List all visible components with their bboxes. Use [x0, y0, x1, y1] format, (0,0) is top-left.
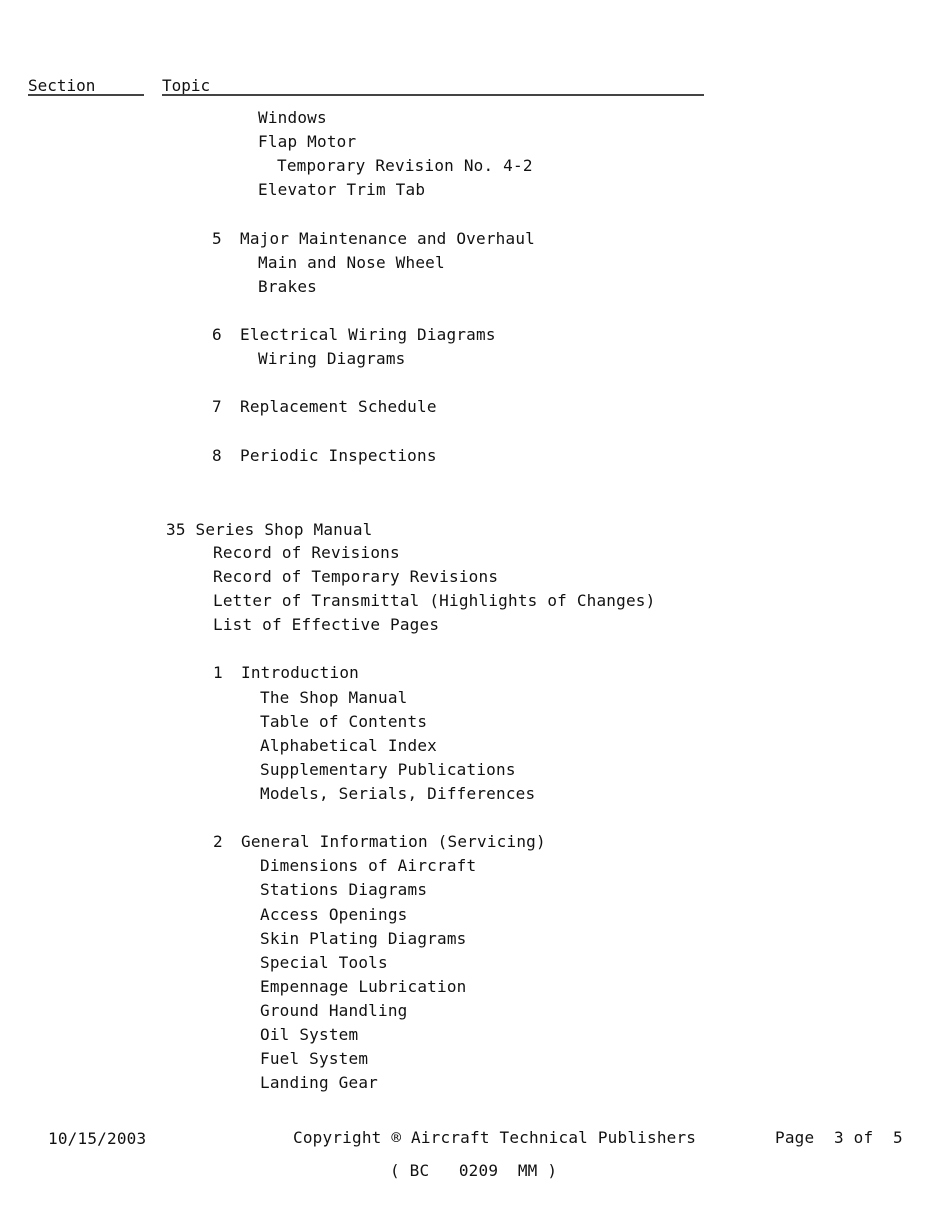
chapter-title: Replacement Schedule	[240, 397, 437, 416]
section-column-header: Section	[28, 76, 96, 95]
topic-item: Supplementary Publications	[260, 760, 516, 779]
topic-item: Alphabetical Index	[260, 736, 437, 755]
topic-item: Table of Contents	[260, 712, 428, 731]
chapter-number: 7	[212, 397, 222, 416]
chapter-title: Electrical Wiring Diagrams	[240, 325, 496, 344]
chapter-title: Periodic Inspections	[240, 446, 437, 465]
topic-item: Special Tools	[260, 953, 388, 972]
topic-item: Models, Serials, Differences	[260, 784, 536, 803]
topic-elevator-trim-tab: Elevator Trim Tab	[258, 180, 426, 199]
topic-item: Fuel System	[260, 1049, 369, 1068]
chapter-number: 5	[212, 229, 222, 248]
topic-temporary-revision: Temporary Revision No. 4-2	[277, 156, 533, 175]
topic-item: Empennage Lubrication	[260, 977, 467, 996]
topic-item: Skin Plating Diagrams	[260, 929, 467, 948]
front-matter-item: Record of Revisions	[213, 543, 400, 562]
front-matter-item: List of Effective Pages	[213, 615, 440, 634]
footer-document-code: ( BC 0209 MM )	[390, 1161, 558, 1180]
front-matter-item: Letter of Transmittal (Highlights of Changes)	[213, 591, 656, 610]
footer-page-number: Page 3 of 5	[775, 1128, 903, 1147]
section-header-rule	[28, 94, 144, 96]
chapter-title: General Information (Servicing)	[241, 832, 546, 851]
topic-column-header: Topic	[162, 76, 211, 95]
chapter-number: 1	[213, 663, 223, 682]
topic-item: Oil System	[260, 1025, 359, 1044]
topic-item: Main and Nose Wheel	[258, 253, 445, 272]
footer-copyright: Copyright ® Aircraft Technical Publishers	[293, 1128, 697, 1147]
topic-item: Stations Diagrams	[260, 880, 428, 899]
chapter-number: 2	[213, 832, 223, 851]
topic-flap-motor: Flap Motor	[258, 132, 357, 151]
chapter-title: Introduction	[241, 663, 359, 682]
topic-item: Brakes	[258, 277, 317, 296]
chapter-number: 6	[212, 325, 222, 344]
footer-date: 10/15/2003	[48, 1129, 147, 1148]
chapter-title: Major Maintenance and Overhaul	[240, 229, 535, 248]
topic-item: Wiring Diagrams	[258, 349, 406, 368]
topic-header-rule	[162, 94, 704, 96]
topic-windows: Windows	[258, 108, 327, 127]
front-matter-item: Record of Temporary Revisions	[213, 567, 499, 586]
topic-item: Access Openings	[260, 905, 408, 924]
topic-item: Ground Handling	[260, 1001, 408, 1020]
topic-item: Landing Gear	[260, 1073, 378, 1092]
topic-item: The Shop Manual	[260, 688, 408, 707]
chapter-number: 8	[212, 446, 222, 465]
manual-title: 35 Series Shop Manual	[166, 520, 373, 539]
topic-item: Dimensions of Aircraft	[260, 856, 477, 875]
